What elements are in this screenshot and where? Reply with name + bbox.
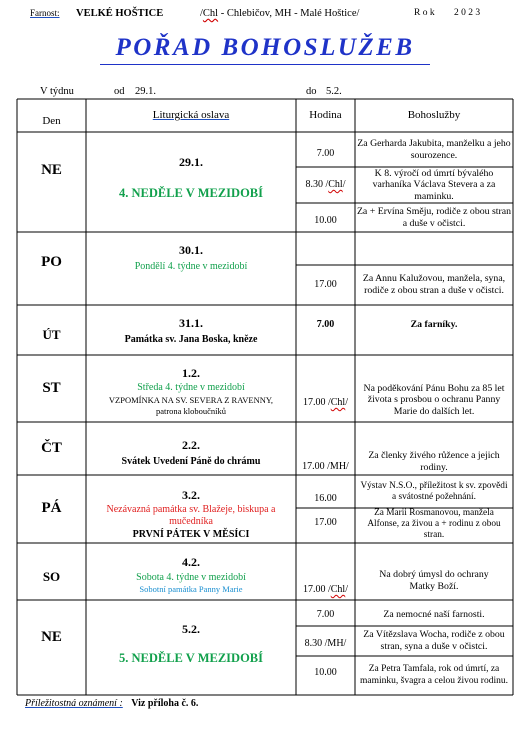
mass-hour-end: / — [345, 397, 348, 409]
year-label: R o k — [414, 8, 435, 18]
mass-hour: 16.00 — [314, 493, 337, 505]
day-feast-extra: patrona kloboučníků — [155, 405, 227, 416]
day-feast: 5. NEDĚLE V MEZIDOBÍ — [118, 650, 264, 665]
mass-hour-place: Chl — [330, 584, 346, 596]
day-name: ST — [42, 379, 61, 396]
day-date: 31.1. — [179, 315, 203, 330]
mass-hour: 17.00 — [314, 279, 337, 291]
mass-intention: Na poděkování Pánu Bohu za 85 let života s prosbou o ochranu Panny Marie do dalších let. — [363, 382, 505, 417]
mass-intention: Za + Ervína Směju, rodiče z obou stran a duše v očistci. — [356, 205, 512, 229]
places-rest: - Chlebičov, MH - Malé Hoštice/ — [218, 8, 360, 19]
week-from: 29.1. — [135, 86, 156, 97]
mass-hour — [296, 580, 355, 600]
mass-hour-place: Chl — [328, 179, 343, 191]
day-date: 29.1. — [179, 154, 203, 169]
day-feast-extra: PRVNÍ PÁTEK V MĚSÍCI — [132, 529, 250, 541]
day-name: SO — [42, 568, 61, 584]
mass-hour: 7.00 — [316, 319, 335, 331]
footer-note — [25, 698, 198, 709]
places-line — [200, 8, 359, 19]
column-header-hour: Hodina — [309, 109, 342, 122]
day-name: NE — [41, 162, 62, 179]
mass-intention: Výstav N.S.O., příležitost k sv. zpovědi a svátostné požehnání. — [360, 480, 508, 502]
mass-hour: 10.00 — [314, 215, 337, 227]
mass-hour — [296, 167, 355, 203]
day-feast: Sobota 4. týdne v mezidobí — [136, 572, 246, 584]
mass-hour-end: / — [345, 584, 348, 596]
year-value: 2 0 2 3 — [454, 8, 481, 18]
day-name: ÚT — [42, 327, 61, 343]
mass-hour-main: 17.00 / — [302, 397, 331, 409]
mass-hour-main: 17.00 / — [302, 584, 331, 596]
day-name: NE — [41, 628, 62, 645]
column-header-liturgy — [86, 99, 296, 132]
week-range — [40, 86, 510, 100]
day-date: 2.2. — [182, 437, 200, 452]
day-name: ČT — [41, 439, 62, 456]
day-feast-extra: Sobotní památka Panny Marie — [139, 583, 243, 594]
column-header-service: Bohoslužby — [407, 109, 461, 122]
mass-intention: Za Petra Tamfala, rok od úmrtí, za maminku, švagra a celou živou rodinu. — [359, 664, 508, 686]
mass-intention: Za Gerharda Jakubita, manželku a jeho sourozence. — [357, 137, 511, 161]
mass-hour: 17.00 /MH/ — [302, 460, 349, 472]
day-feast-extra: VZPOMÍNKA NA SV. SEVERA Z RAVENNY, — [108, 394, 274, 405]
column-header-day: Den — [42, 114, 61, 127]
parish-label: Farnost: — [30, 8, 60, 18]
mass-hour-main: 8.30 / — [305, 179, 329, 191]
mass-intention: K 8. výročí od úmrtí bývalého varhaníka Václava Stevera a za maminku. — [372, 167, 496, 202]
day-feast: Svátek Uvedení Páně do chrámu — [121, 456, 261, 468]
week-to: 5.2. — [326, 86, 342, 97]
mass-hour — [296, 392, 355, 414]
parish-name: VELKÉ HOŠTICE — [76, 8, 164, 19]
day-feast: Nezávazná památka sv. Blažeje, biskupa a mučedníka — [106, 504, 276, 527]
mass-intention: Za Marii Rosmanovou, manžela Alfonse, za živou a + rodinu z obou stran. — [367, 508, 501, 540]
document-header — [30, 8, 500, 24]
day-name: PÁ — [41, 500, 62, 517]
mass-hour: 7.00 — [316, 609, 335, 621]
day-date: 30.1. — [179, 242, 203, 257]
day-name: PO — [41, 254, 62, 271]
mass-intention: Za farníky. — [410, 319, 458, 331]
places-prefix: / — [200, 8, 203, 19]
week-from-label: od — [114, 86, 125, 97]
day-date: 5.2. — [182, 621, 200, 636]
day-date: 3.2. — [182, 487, 200, 502]
week-label: V týdnu — [40, 86, 74, 97]
page-title: POŘAD BOHOSLUŽEB — [115, 34, 415, 61]
mass-intention: Na dobrý úmysl do ochrany Matky Boží. — [379, 569, 489, 592]
places-chl: Chl — [202, 8, 219, 19]
day-feast: Pondělí 4. týdne v mezidobí — [134, 261, 248, 273]
day-date: 1.2. — [182, 365, 200, 380]
mass-intention: Za Annu Kalužovou, manžela, syna, rodiče z obou stran a duše v očistci. — [362, 273, 506, 296]
mass-hour-place: Chl — [330, 397, 346, 409]
day-feast: Památka sv. Jana Boska, kněze — [124, 334, 258, 346]
footer-text: Viz příloha č. 6. — [131, 698, 199, 709]
mass-hour: 7.00 — [316, 147, 335, 159]
column-header-liturgy-text: Liturgická oslava — [152, 109, 230, 122]
mass-intention: Za nemocné naší farnosti. — [383, 609, 485, 621]
day-feast: 4. NEDĚLE V MEZIDOBÍ — [118, 185, 264, 200]
mass-hour: 10.00 — [314, 667, 337, 679]
day-feast: Středa 4. týdne v mezidobí — [137, 382, 245, 394]
mass-intention: Za Vítězslava Wocha, rodiče z obou stran, syna a duše v očistci. — [363, 629, 505, 652]
mass-intention: Za členky živého růžence a jejich rodiny. — [368, 449, 500, 473]
mass-hour-end: / — [342, 179, 346, 191]
day-date: 4.2. — [182, 554, 200, 569]
footer-label: Příležitostná oznámení : — [25, 698, 123, 709]
mass-hour: 8.30 /MH/ — [304, 638, 347, 650]
title-underline — [100, 64, 430, 65]
week-to-label: do — [306, 86, 317, 97]
mass-hour: 17.00 — [314, 517, 337, 529]
